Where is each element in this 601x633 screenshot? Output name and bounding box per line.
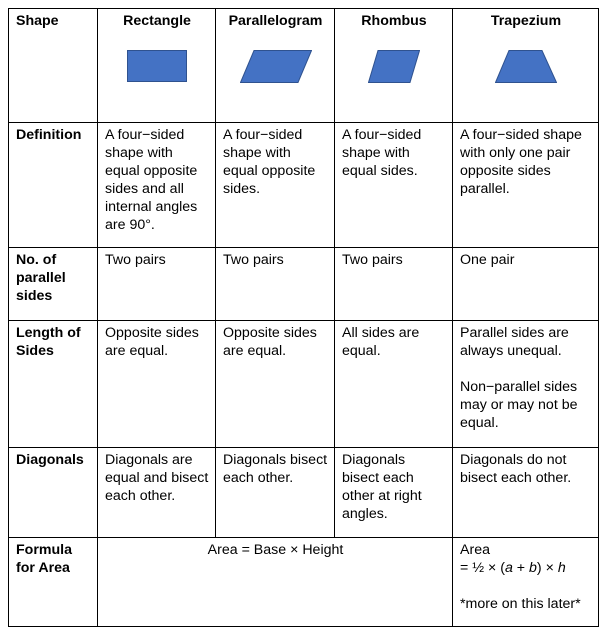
header-label: Parallelogram [228, 13, 323, 29]
header-label: Rectangle [123, 13, 191, 29]
diagonals-trapezium: Diagonals do not bisect each other. [453, 448, 599, 538]
definition-rectangle: A four−sided shape with equal opposite sides and all internal angles are 90°. [98, 123, 216, 248]
length-rhombus: All sides are equal. [335, 321, 453, 448]
row-label-parallel: No. of parallel sides [9, 248, 98, 321]
row-label-definition: Definition [9, 123, 98, 248]
header-rectangle [98, 9, 216, 123]
header-rhombus [335, 9, 453, 123]
row-label-formula: Formula for Area [9, 538, 98, 627]
rectangle-icon [105, 50, 209, 100]
formula-trap-title: Area [460, 542, 490, 558]
parallel-parallelogram: Two pairs [216, 248, 335, 321]
definition-row [9, 123, 599, 248]
quadrilateral-table [8, 8, 599, 627]
corner-label: Shape [16, 13, 59, 29]
header-label: Rhombus [361, 13, 427, 29]
formula-var-h: h [557, 560, 566, 576]
definition-trapezium: A four−sided shape with only one pair opposite sides parallel. [453, 123, 599, 248]
length-sides-row [9, 321, 599, 448]
formula-merged: Area = Base × Height [98, 538, 453, 627]
formula-trap-expression [460, 559, 592, 577]
length-parallelogram: Opposite sides are equal. [216, 321, 335, 448]
length-rectangle: Opposite sides are equal. [98, 321, 216, 448]
parallel-sides-row [9, 248, 599, 321]
diagonals-parallelogram: Diagonals bisect each other. [216, 448, 335, 538]
formula-trap-note: *more on this later* [460, 596, 581, 612]
corner-cell [9, 9, 98, 123]
formula-trapezium [453, 538, 599, 627]
header-trapezium [453, 9, 599, 123]
row-label-diagonals: Diagonals [9, 448, 98, 538]
formula-part: ) × [536, 560, 558, 576]
diagonals-rectangle: Diagonals are equal and bisect each other. [98, 448, 216, 538]
header-row [9, 9, 599, 123]
parallelogram-icon [223, 50, 328, 100]
row-label-length: Length of Sides [9, 321, 98, 448]
rhombus-icon [342, 50, 446, 100]
diagonals-row [9, 448, 599, 538]
parallel-trapezium: One pair [453, 248, 599, 321]
formula-var-b: b [529, 560, 537, 576]
definition-parallelogram: A four−sided shape with equal opposite sides. [216, 123, 335, 248]
parallel-rectangle: Two pairs [98, 248, 216, 321]
formula-row [9, 538, 599, 627]
formula-part: + [512, 560, 530, 576]
header-parallelogram [216, 9, 335, 123]
length-trapezium-extra: Non−parallel sides may or may not be equal. [460, 379, 578, 431]
formula-var-a: a [504, 560, 513, 576]
length-trapezium [453, 321, 599, 448]
parallel-rhombus: Two pairs [335, 248, 453, 321]
length-trapezium-main: Parallel sides are always unequal. [460, 325, 569, 359]
formula-part: = ½ × ( [460, 560, 505, 576]
definition-rhombus: A four−sided shape with equal sides. [335, 123, 453, 248]
trapezium-icon [460, 50, 592, 100]
header-label: Trapezium [490, 13, 562, 29]
diagonals-rhombus: Diagonals bisect each other at right angles. [335, 448, 453, 538]
